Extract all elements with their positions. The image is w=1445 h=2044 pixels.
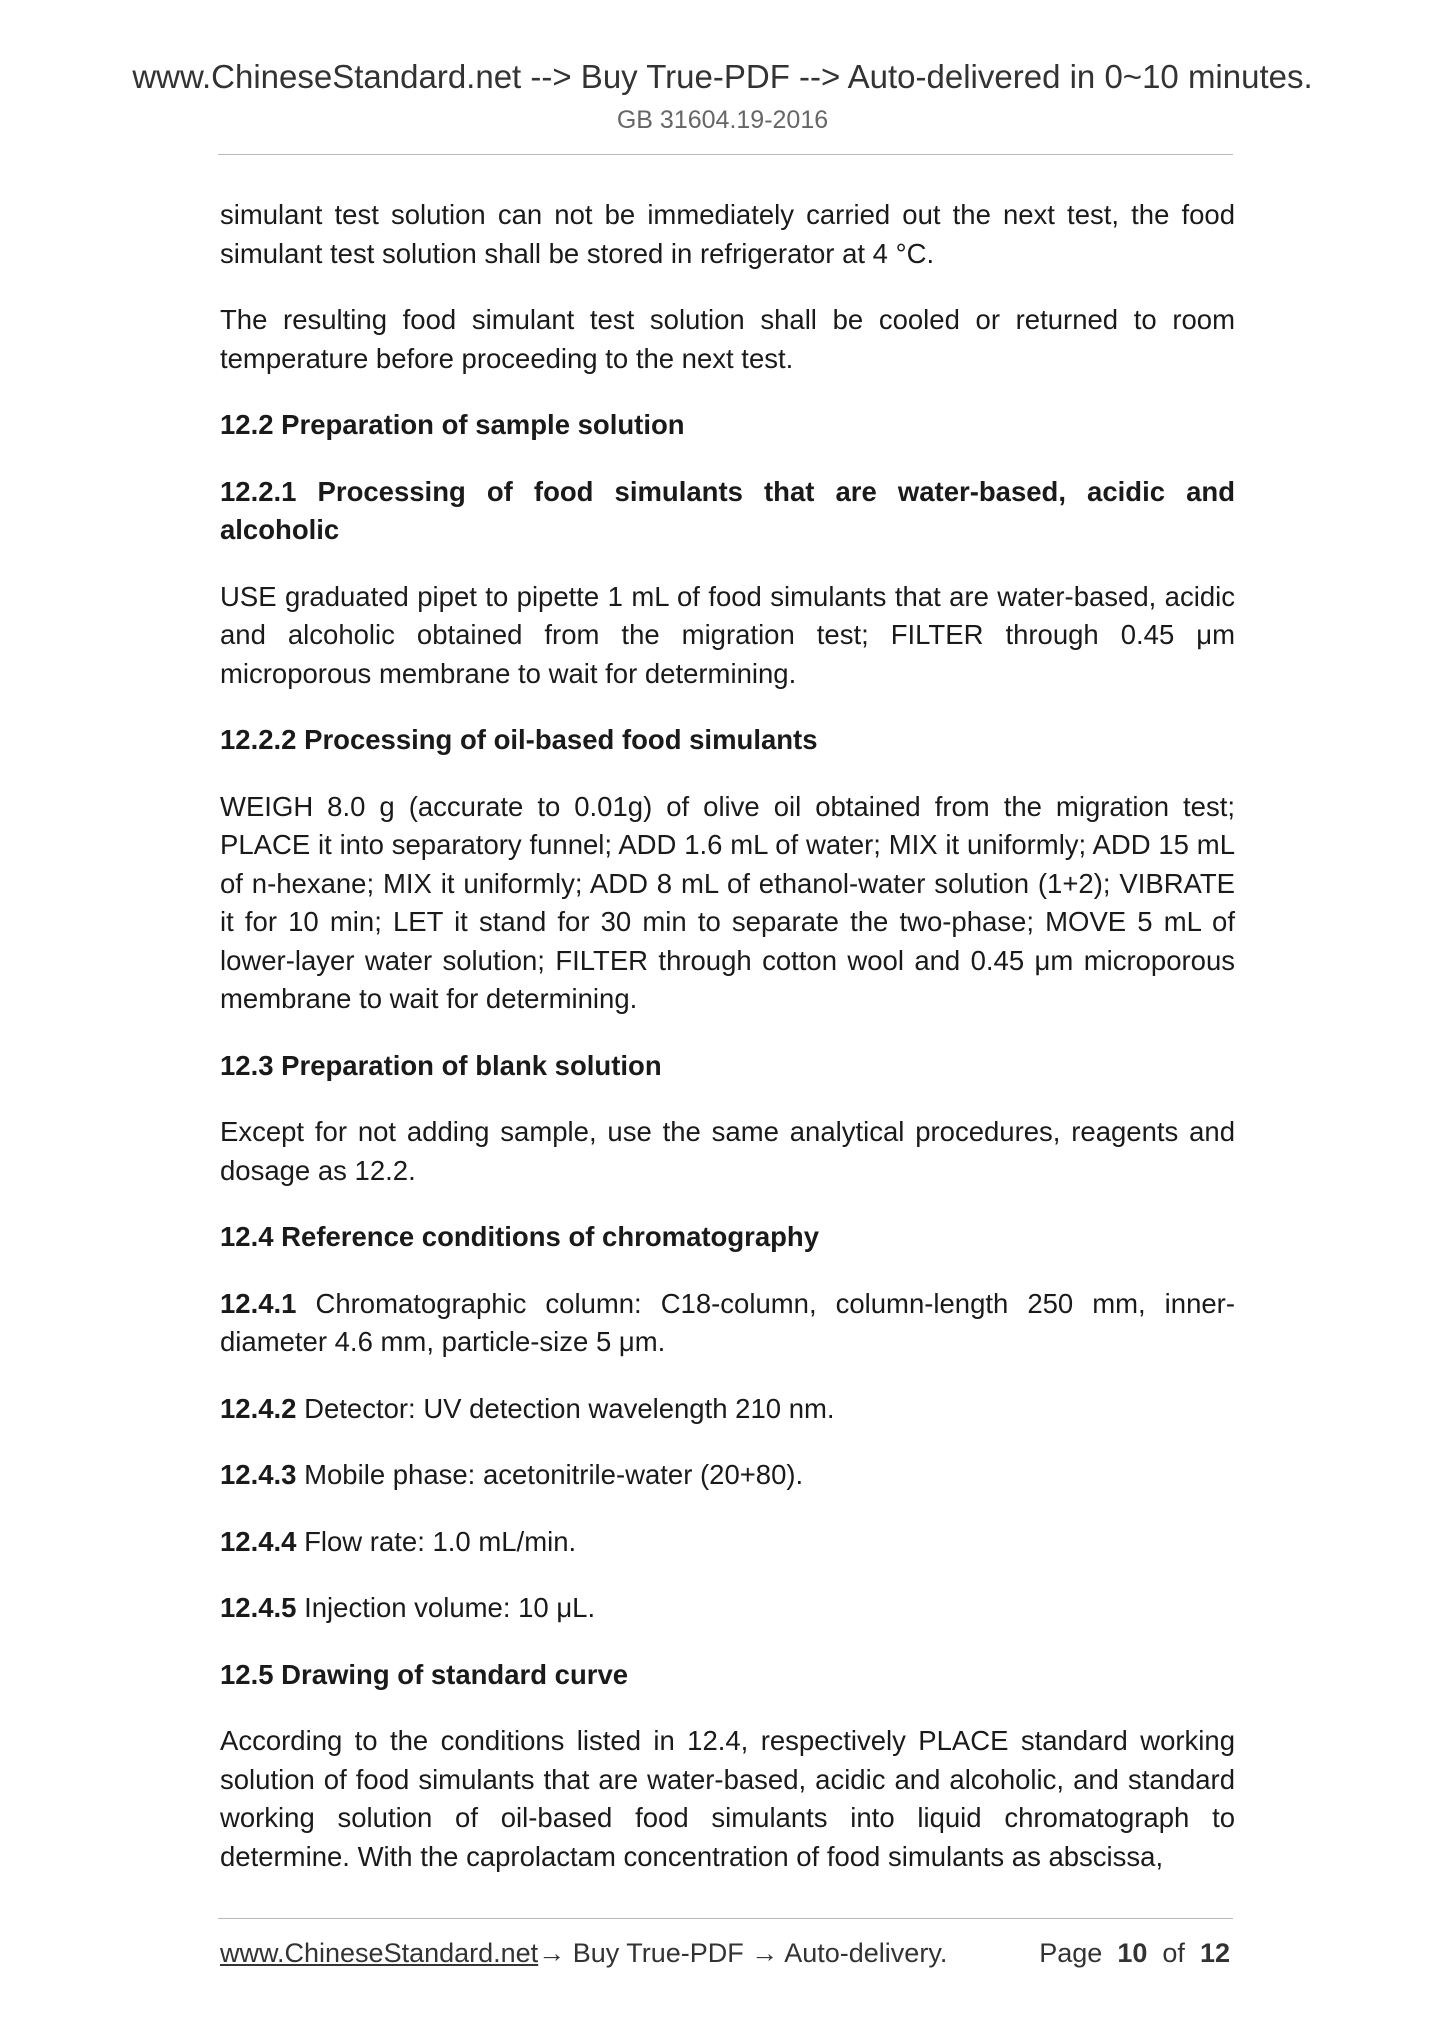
paragraph-12-5: According to the conditions listed in 12.4, respectively PLACE standard working solution of food simulants that are water-based, acidic and alcoholic, and standard working solution of oil-based food simulants into liquid chromatograph to determine. With the caprolactam concentration of food simulants as abscissa, [220, 1725, 1235, 1872]
total-pages: 12 [1199, 1938, 1230, 1968]
item-number: 12.4.3 [220, 1459, 297, 1490]
item-number: 12.4.1 [220, 1287, 297, 1319]
heading-12-2: 12.2 Preparation of sample solution [220, 409, 685, 440]
item-text: Mobile phase: acetonitrile-water (20+80). [296, 1459, 804, 1490]
item-text: Detector: UV detection wavelength 210 nm. [296, 1392, 835, 1424]
heading-12-2-2: 12.2.2 Processing of oil-based food simulants [220, 724, 818, 755]
heading-12-4: 12.4 Reference conditions of chromatography [220, 1221, 820, 1252]
item-number: 12.4.2 [220, 1392, 297, 1424]
item-number: 12.4.5 [220, 1592, 297, 1623]
item-12-4-2 [220, 1390, 1235, 1429]
heading-12-3: 12.3 Preparation of blank solution [220, 1049, 662, 1081]
paragraph-12-3: Except for not adding sample, use the same analytical procedures, reagents and dosage as 12.2. [220, 1116, 1235, 1186]
of-label: of [1162, 1938, 1185, 1968]
page-content [220, 196, 1235, 1904]
current-page: 10 [1117, 1938, 1148, 1968]
paragraph-12-2-1: USE graduated pipet to pipette 1 mL of food simulants that are water-based, acidic and alcoholic obtained from the migration test; FILTER through 0.45 μm microporous membrane to wait for determining. [220, 580, 1235, 689]
document-number: GB 31604.19-2016 [616, 106, 829, 134]
item-text: Flow rate: 1.0 mL/min. [296, 1525, 577, 1557]
heading-12-2-1: 12.2.1 Processing of food simulants that are water-based, acidic and alcoholic [220, 475, 1235, 545]
page-label: Page [1039, 1938, 1103, 1968]
item-text: Chromatographic column: C18-column, column-length 250 mm, inner-diameter 4.6 mm, particle-size 5 μm. [220, 1287, 1235, 1357]
item-12-4-1 [220, 1285, 1235, 1362]
footer-links [220, 1938, 947, 1969]
page-number [1039, 1938, 1230, 1969]
footer-site-link[interactable]: www.ChineseStandard.net [220, 1938, 539, 1968]
item-number: 12.4.4 [220, 1525, 297, 1557]
paragraph-12-2-2: WEIGH 8.0 g (accurate to 0.01g) of olive oil obtained from the migration test; PLACE it into separatory funnel; ADD 1.6 mL of water; MIX it uniformly; ADD 15 mL of n-hexane; MIX it uniformly; ADD 8 mL of ethanol-water solution (1+2); VIBRATE it for 10 min; LET it stand for 30 min to separate the two-phase; MOVE 5 mL of lower-layer water solution; FILTER through cotton wool and 0.45 μm microporous membrane to wait for determining. [220, 790, 1235, 1014]
item-12-4-4 [220, 1523, 1235, 1562]
paragraph-cooling: The resulting food simulant test solution shall be cooled or returned to room temperature before proceeding to the next test. [220, 304, 1235, 374]
item-12-4-3 [220, 1456, 1235, 1495]
item-12-4-5 [220, 1589, 1235, 1628]
footer-divider [218, 1918, 1233, 1919]
item-text: Injection volume: 10 μL. [296, 1592, 596, 1623]
footer-tagline: → Buy True-PDF → Auto-delivery. [538, 1938, 948, 1968]
header-divider [218, 154, 1233, 155]
header-banner: www.ChineseStandard.net --> Buy True-PDF --> Auto-delivered in 0~10 minutes. [132, 58, 1313, 95]
heading-12-5: 12.5 Drawing of standard curve [220, 1658, 629, 1690]
paragraph-continued: simulant test solution can not be immediately carried out the next test, the food simulant test solution shall be stored in refrigerator at 4 °C. [220, 199, 1235, 269]
